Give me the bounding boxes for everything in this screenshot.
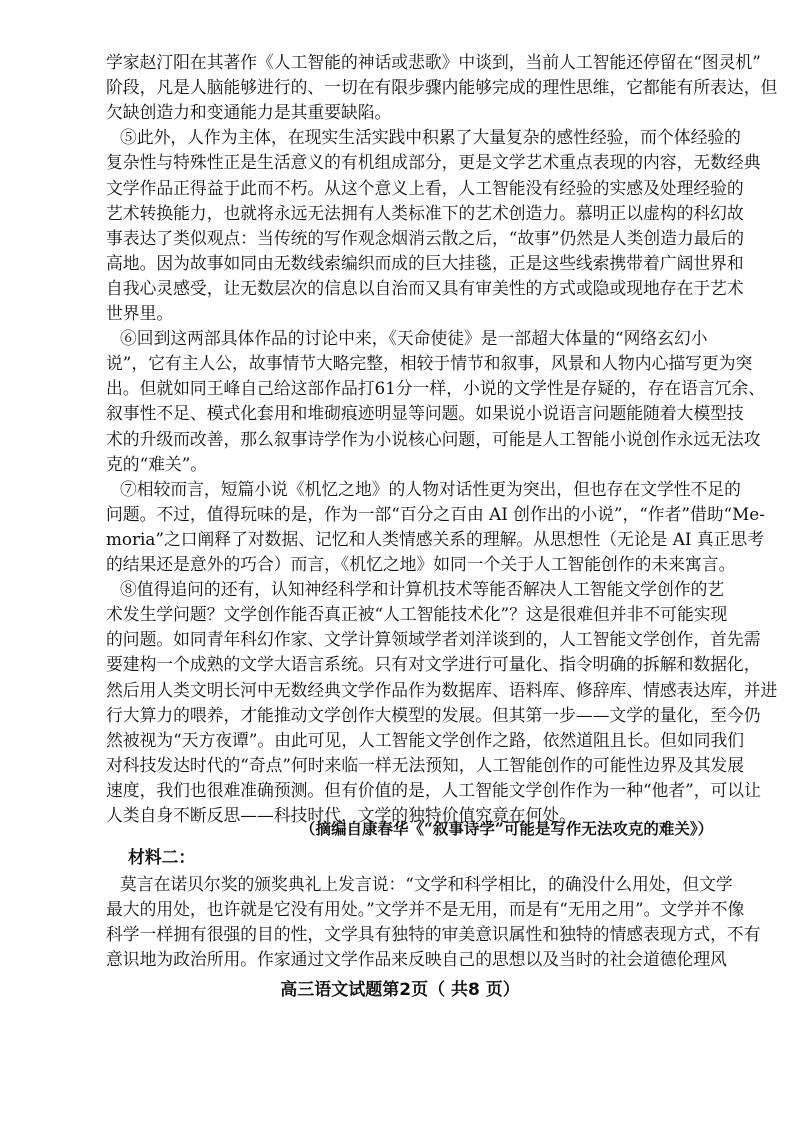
- text-line: 要建构一个成熟的文学大语言系统。只有对文学进行可量化、指令明确的拆解和数据化，: [106, 654, 761, 675]
- text-line: 说”，它有主人公，故事情节大略完整，相较于情节和叙事，风景和人物内心描写更为突: [106, 353, 753, 374]
- text-line: 问题。不过，值得玩味的是，作为一部“百分之百由 AI 创作出的小说”，“作者”借助“Me-: [106, 503, 765, 524]
- text-line: 术发生学问题？文学创作能否真正被“人工智能技术化”？这是很难但并非不可能实现: [106, 604, 728, 625]
- text-line: 叙事性不足、模式化套用和堆砌痕迹明显等问题。如果说小说语言问题能随着大模型技: [106, 403, 744, 424]
- text-line: 行大算力的喂养，才能推动文学创作大模型的发展。但其第一步——文学的量化，至今仍: [106, 704, 761, 725]
- text-line: 人类自身不断反思——科技时代，文学的独特价值究竟在何处。: [106, 805, 576, 825]
- text-line: 世界里。: [106, 303, 174, 323]
- text-line: 最大的用处，也许就是它没有用处。”文学并不是无用，而是有“无用之用”。文学并不像: [106, 899, 745, 920]
- text-line: 事表达了类似观点：当传统的写作观念烟消云散之后，“故事”仍然是人类创造力最后的: [106, 227, 745, 248]
- text-line: 复杂性与特殊性正是生活意义的有机组成部分，更是文学艺术重点表现的内容，无数经典: [106, 152, 761, 173]
- text-line: 科学一样拥有很强的目的性，文学具有独特的审美意识属性和独特的情感表现方式，不有: [106, 924, 761, 945]
- text-line: 速度，我们也很难准确预测。但有价值的是，人工智能文学创作作为一种“他者”，可以让: [106, 779, 761, 800]
- text-line: 然被视为“天方夜谭”。由此可见，人工智能文学创作之路，依然道阻且长。但如同我们: [106, 729, 745, 750]
- text-line: 艺术转换能力，也就将永远无法拥有人类标准下的艺术创造力。慕明正以虚构的科幻故: [106, 202, 744, 223]
- text-line: 高地。因为故事如同由无数线索编织而成的巨大挂毯，正是这些线索携带着广阔世界和: [106, 252, 744, 273]
- text-line: 对科技发达时代的“奇点”何时来临一样无法预知，人工智能创作的可能性边界及其发展: [106, 754, 745, 775]
- text-line: 术的升级而改善，那么叙事诗学作为小说核心问题，可能是人工智能小说创作永远无法攻: [106, 428, 761, 449]
- text-line: 欠缺创造力和变通能力是其重要缺陷。: [106, 102, 392, 123]
- text-line: ⑤此外，人作为主体，在现实生活实践中积累了大量复杂的感性经验，而个体经验的: [120, 127, 741, 148]
- text-line: 莫言在诺贝尔奖的颁奖典礼上发言说：“文学和科学相比，的确没什么用处，但文学: [120, 874, 733, 894]
- text-line: ⑧值得追问的还有，认知神经科学和计算机技术等能否解决人工智能文学创作的艺: [120, 579, 725, 600]
- text-line: 学家赵汀阳在其著作《人工智能的神话或悲歌》中谈到，当前人工智能还停留在“图灵机”: [106, 52, 761, 72]
- material-two-heading: 材料二：: [128, 847, 196, 867]
- text-line: 文学作品正得益于此而不朽。从这个意义上看，人工智能没有经验的实感及处理经验的: [106, 177, 744, 198]
- text-line: 的结果还是意外的巧合）而言，《机忆之地》如同一个关于人工智能创作的未来寓言。: [106, 554, 736, 574]
- page-footer: 高三语文试题第2页（ 共8 页）: [280, 980, 520, 1000]
- text-line: 然后用人类文明长河中无数经典文学作品作为数据库、语料库、修辞库、情感表达库，并进: [106, 679, 778, 700]
- text-line: 意识地为政治所用。作家通过文学作品来反映自己的思想以及当时的社会道德伦理风: [106, 949, 727, 970]
- text-line: 阶段，凡是人脑能够进行的、一切在有限步骤内能够完成的理性思维，它都能有所表达，但: [106, 77, 778, 98]
- text-line: 自我心灵感受，让无数层次的信息以自治而又具有审美性的方式或隐或现地存在于艺术: [106, 277, 744, 298]
- text-line: 的问题。如同青年科幻作家、文学计算领域学者刘洋谈到的，人工智能文学创作，首先需: [106, 629, 761, 650]
- source-citation: （摘编自康春华《“叙事诗学”可能是写作无法攻克的难关》）: [300, 819, 714, 838]
- text-line: 克的“难关”。: [106, 453, 208, 474]
- text-line: ⑥回到这两部具体作品的讨论中来，《天命使徒》是一部超大体量的“网络玄幻小: [120, 328, 708, 349]
- text-line: moria”之口阐释了对数据、记忆和人类情感关系的理解。从思想性（无论是 AI 真正思考: [106, 528, 764, 549]
- text-line: ⑦相较而言，短篇小说《机忆之地》的人物对话性更为突出，但也存在文学性不足的: [120, 478, 741, 499]
- text-line: 出。但就如同王峰自己给这部作品打61分一样，小说的文学性是存疑的，存在语言冗余、: [106, 378, 766, 399]
